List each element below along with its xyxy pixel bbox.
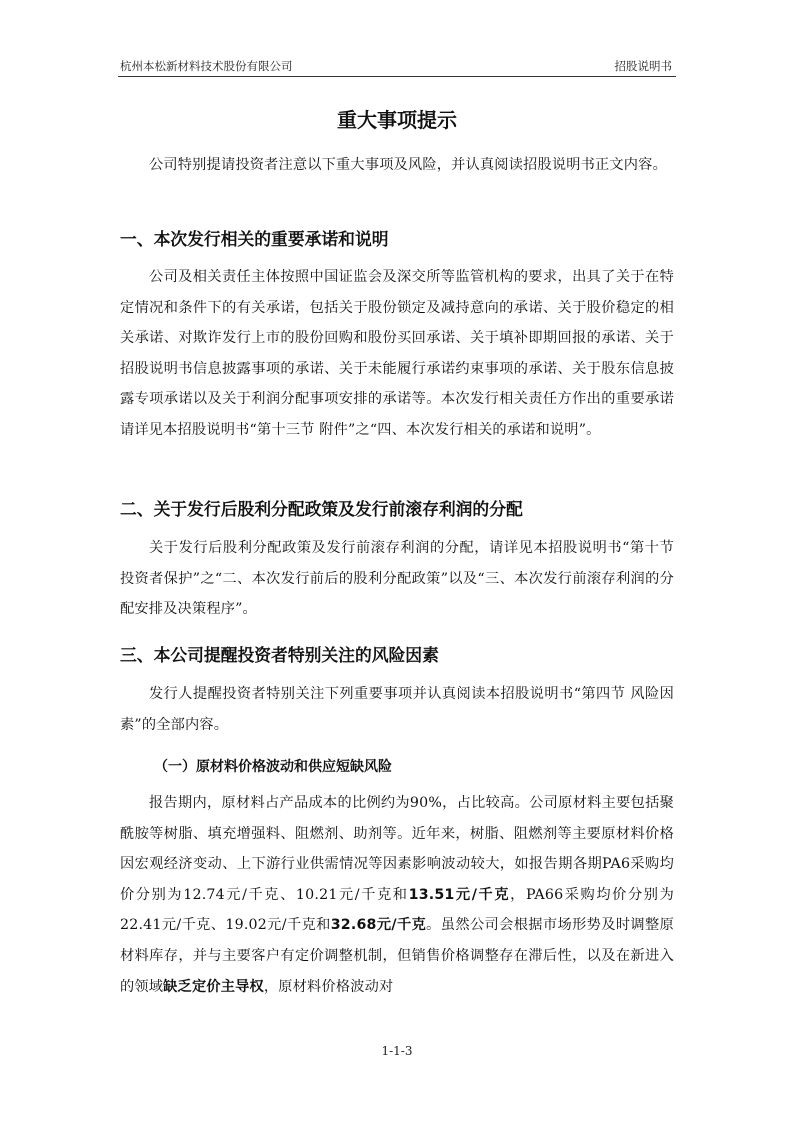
pa66-latest-price: 32.68元/千克 xyxy=(330,917,427,934)
intro-paragraph: 公司特别提请投资者注意以下重大事项及风险，并认真阅读招股说明书正文内容。 xyxy=(149,157,667,173)
emphasis-text: 缺乏定价主导权 xyxy=(163,978,264,995)
section-3-heading: 三、本公司提醒投资者特别关注的风险因素 xyxy=(120,645,439,665)
body-text: ，原材料价格波动对 xyxy=(263,978,394,995)
document-type: 招股说明书 xyxy=(614,59,672,73)
page-header xyxy=(118,56,676,77)
section-2-body: 关于发行后股利分配政策及发行前滚存利润的分配，请详见本招股说明书“第十节 投资者保护”之“二、本次发行前后的股利分配政策”以及“三、本次发行前滚存利润的分配安排及决策程序”。 xyxy=(120,540,674,618)
page-title: 重大事项提示 xyxy=(337,108,457,132)
section-1-body: 公司及相关责任主体按照中国证监会及深交所等监管机构的要求，出具了关于在特定情况和条件下的有关承诺，包括关于股份锁定及减持意向的承诺、关于股价稳定的相关承诺、对欺诈发行上市的股份回购和股份买回承诺、关于填补即期回报的承诺、关于招股说明书信息披露事项的承诺、关于未能履行承诺约束事项的承诺、关于股东信息披露专项承诺以及关于利润分配事项安排的承诺等。本次发行相关责任方作出的重要承诺请详见本招股说明书“第十三节 附件”之“四、本次发行相关的承诺和说明”。 xyxy=(120,269,674,438)
body-text: 。虽然公司会根据市场形势及时调整原材料库存，并与主要客户有定价调整机制，但销售价格调整存在滞后性，以及在新进入的领域 xyxy=(120,917,675,995)
section-3-body: 发行人提醒投资者特别关注下列重要事项并认真阅读本招股说明书“第四节 风险因素”的全部内容。 xyxy=(120,686,674,733)
section-2-heading: 二、关于发行后股利分配政策及发行前滚存利润的分配 xyxy=(120,499,523,519)
body-text: 报告期内，原材料占产品成本的比例约为90%，占比较高。公司原材料主要包括聚酰胺等树脂、填充增强料、阻燃剂、助剂等。近年来，树脂、阻燃剂等主要原材料价格因宏观经济变动、上下游行业供需情况等因素影响波动较大，如报告期各期PA6采购均价分别为12.74元/千克、10.21元/千克和 xyxy=(120,795,674,903)
page-number: 1-1-3 xyxy=(381,1044,413,1058)
pa6-latest-price: 13.51元/千克 xyxy=(408,886,511,903)
subsection-1-heading: （一）原材料价格波动和供应短缺风险 xyxy=(154,759,392,775)
company-name: 杭州本松新材料技术股份有限公司 xyxy=(120,59,293,73)
section-1-heading: 一、本次发行相关的重要承诺和说明 xyxy=(120,229,389,249)
body-text: ，PA66采购均价分别为22.41元/千克、19.02元/千克和 xyxy=(120,886,675,934)
subsection-1-body xyxy=(120,788,674,1002)
